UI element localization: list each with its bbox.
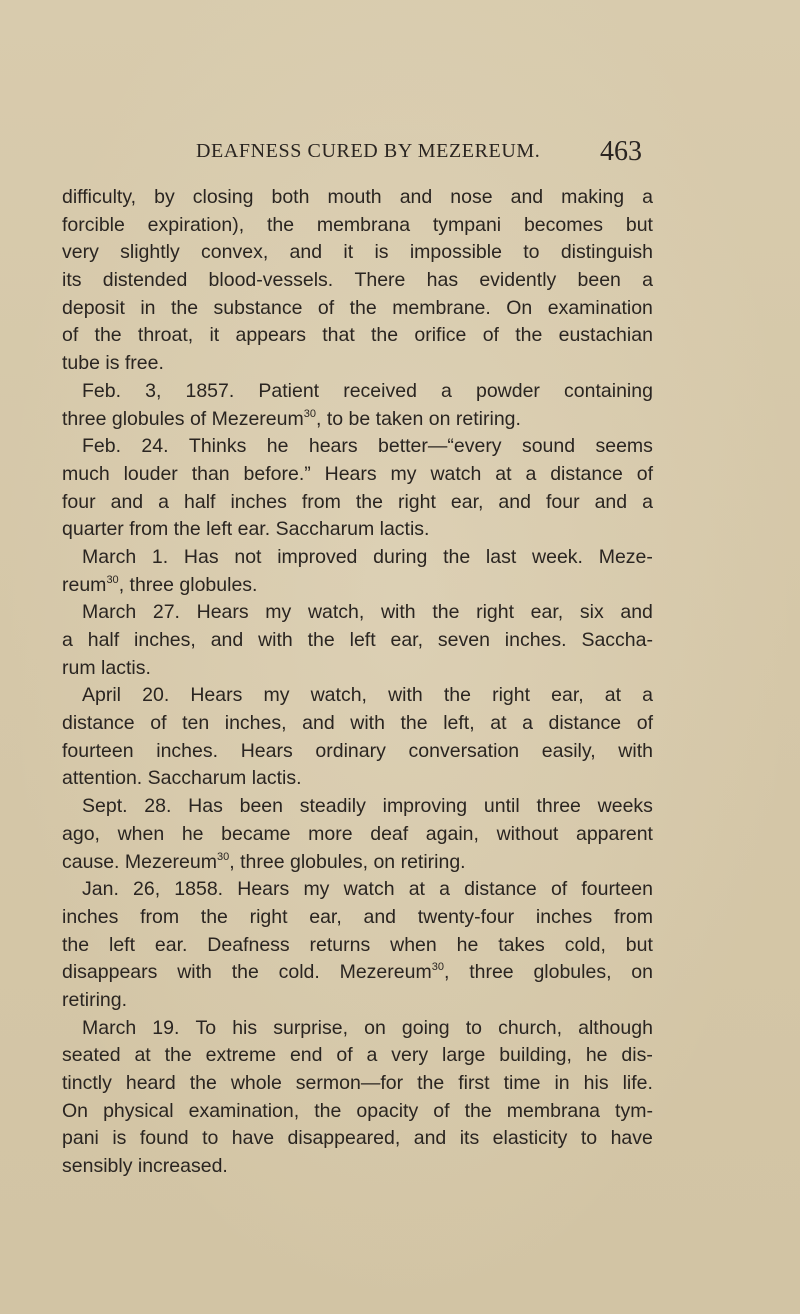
running-head — [0, 136, 800, 174]
body-text — [62, 184, 653, 1181]
text-line: Feb. 24. Thinks he hears better—“every sound seems — [82, 435, 653, 458]
text-line: much louder than before.” Hears my watch at a distance of — [62, 462, 653, 485]
text-line: April 20. Hears my watch, with the right ear, at a — [82, 684, 653, 707]
paragraph — [62, 682, 653, 793]
text-line: sensibly increased. — [62, 1155, 228, 1178]
text-line: seated at the extreme end of a very large building, he dis- — [62, 1044, 653, 1067]
paragraph — [62, 378, 653, 433]
text-line: ago, when he became more deaf again, without apparent — [62, 822, 653, 845]
text-line: rum lactis. — [62, 656, 151, 679]
paragraph — [62, 544, 653, 599]
text-line: Feb. 3, 1857. Patient received a powder containing — [82, 379, 653, 402]
text-line: four and a half inches from the right ear, and four and a — [62, 490, 653, 513]
text-line: March 1. Has not improved during the last week. Meze- — [82, 545, 653, 568]
text-line: cause. Mezereum$^{30}$, three globules, on retiring. — [62, 850, 466, 873]
paragraph — [62, 599, 653, 682]
text-line: of the throat, it appears that the orifice of the eustachian — [62, 324, 653, 347]
text-line: very slightly convex, and it is impossible to distinguish — [62, 241, 653, 264]
text-line: forcible expiration), the membrana tympani becomes but — [62, 213, 653, 236]
text-line: March 19. To his surprise, on going to church, although — [82, 1016, 653, 1039]
text-line: On physical examination, the opacity of the membrana tym- — [62, 1099, 653, 1122]
text-line: its distended blood-vessels. There has evidently been a — [62, 269, 653, 292]
text-line: fourteen inches. Hears ordinary conversation easily, with — [62, 739, 653, 762]
text-line: difficulty, by closing both mouth and nose and making a — [62, 186, 653, 208]
paragraph — [62, 184, 653, 378]
text-line: retiring. — [62, 988, 128, 1011]
text-line: three globules of Mezereum$^{30}$, to be taken on retiring. — [62, 407, 521, 430]
text-line: deposit in the substance of the membrane. On examination — [62, 296, 653, 319]
paragraph — [62, 876, 653, 1014]
text-line: Sept. 28. Has been steadily improving until three weeks — [82, 795, 653, 818]
page-number: 463 — [600, 136, 642, 167]
text-line: tube is free. — [62, 352, 164, 375]
text-line: Jan. 26, 1858. Hears my watch at a distance of fourteen — [82, 878, 653, 901]
paragraph — [62, 793, 653, 876]
text-line: inches from the right ear, and twenty-four inches from — [62, 905, 653, 928]
text-line: distance of ten inches, and with the left, at a distance of — [62, 712, 653, 735]
text-line: disappears with the cold. Mezereum$^{30}$, three globules, on — [62, 961, 653, 984]
running-title: DEAFNESS CURED BY MEZEREUM. — [196, 140, 541, 162]
text-line: a half inches, and with the left ear, seven inches. Saccha- — [62, 629, 653, 651]
paragraph — [62, 1015, 653, 1181]
text-line: pani is found to have disappeared, and its elasticity to have — [62, 1127, 653, 1150]
text-line: quarter from the left ear. Saccharum lactis. — [62, 518, 430, 541]
text-line: reum$^{30}$, three globules. — [62, 573, 258, 596]
text-line: March 27. Hears my watch, with the right ear, six and — [82, 601, 653, 624]
text-line: tinctly heard the whole sermon—for the first time in his life. — [62, 1072, 653, 1094]
text-line: the left ear. Deafness returns when he takes cold, but — [62, 933, 653, 956]
text-line: attention. Saccharum lactis. — [62, 767, 302, 790]
paragraph — [62, 433, 653, 544]
